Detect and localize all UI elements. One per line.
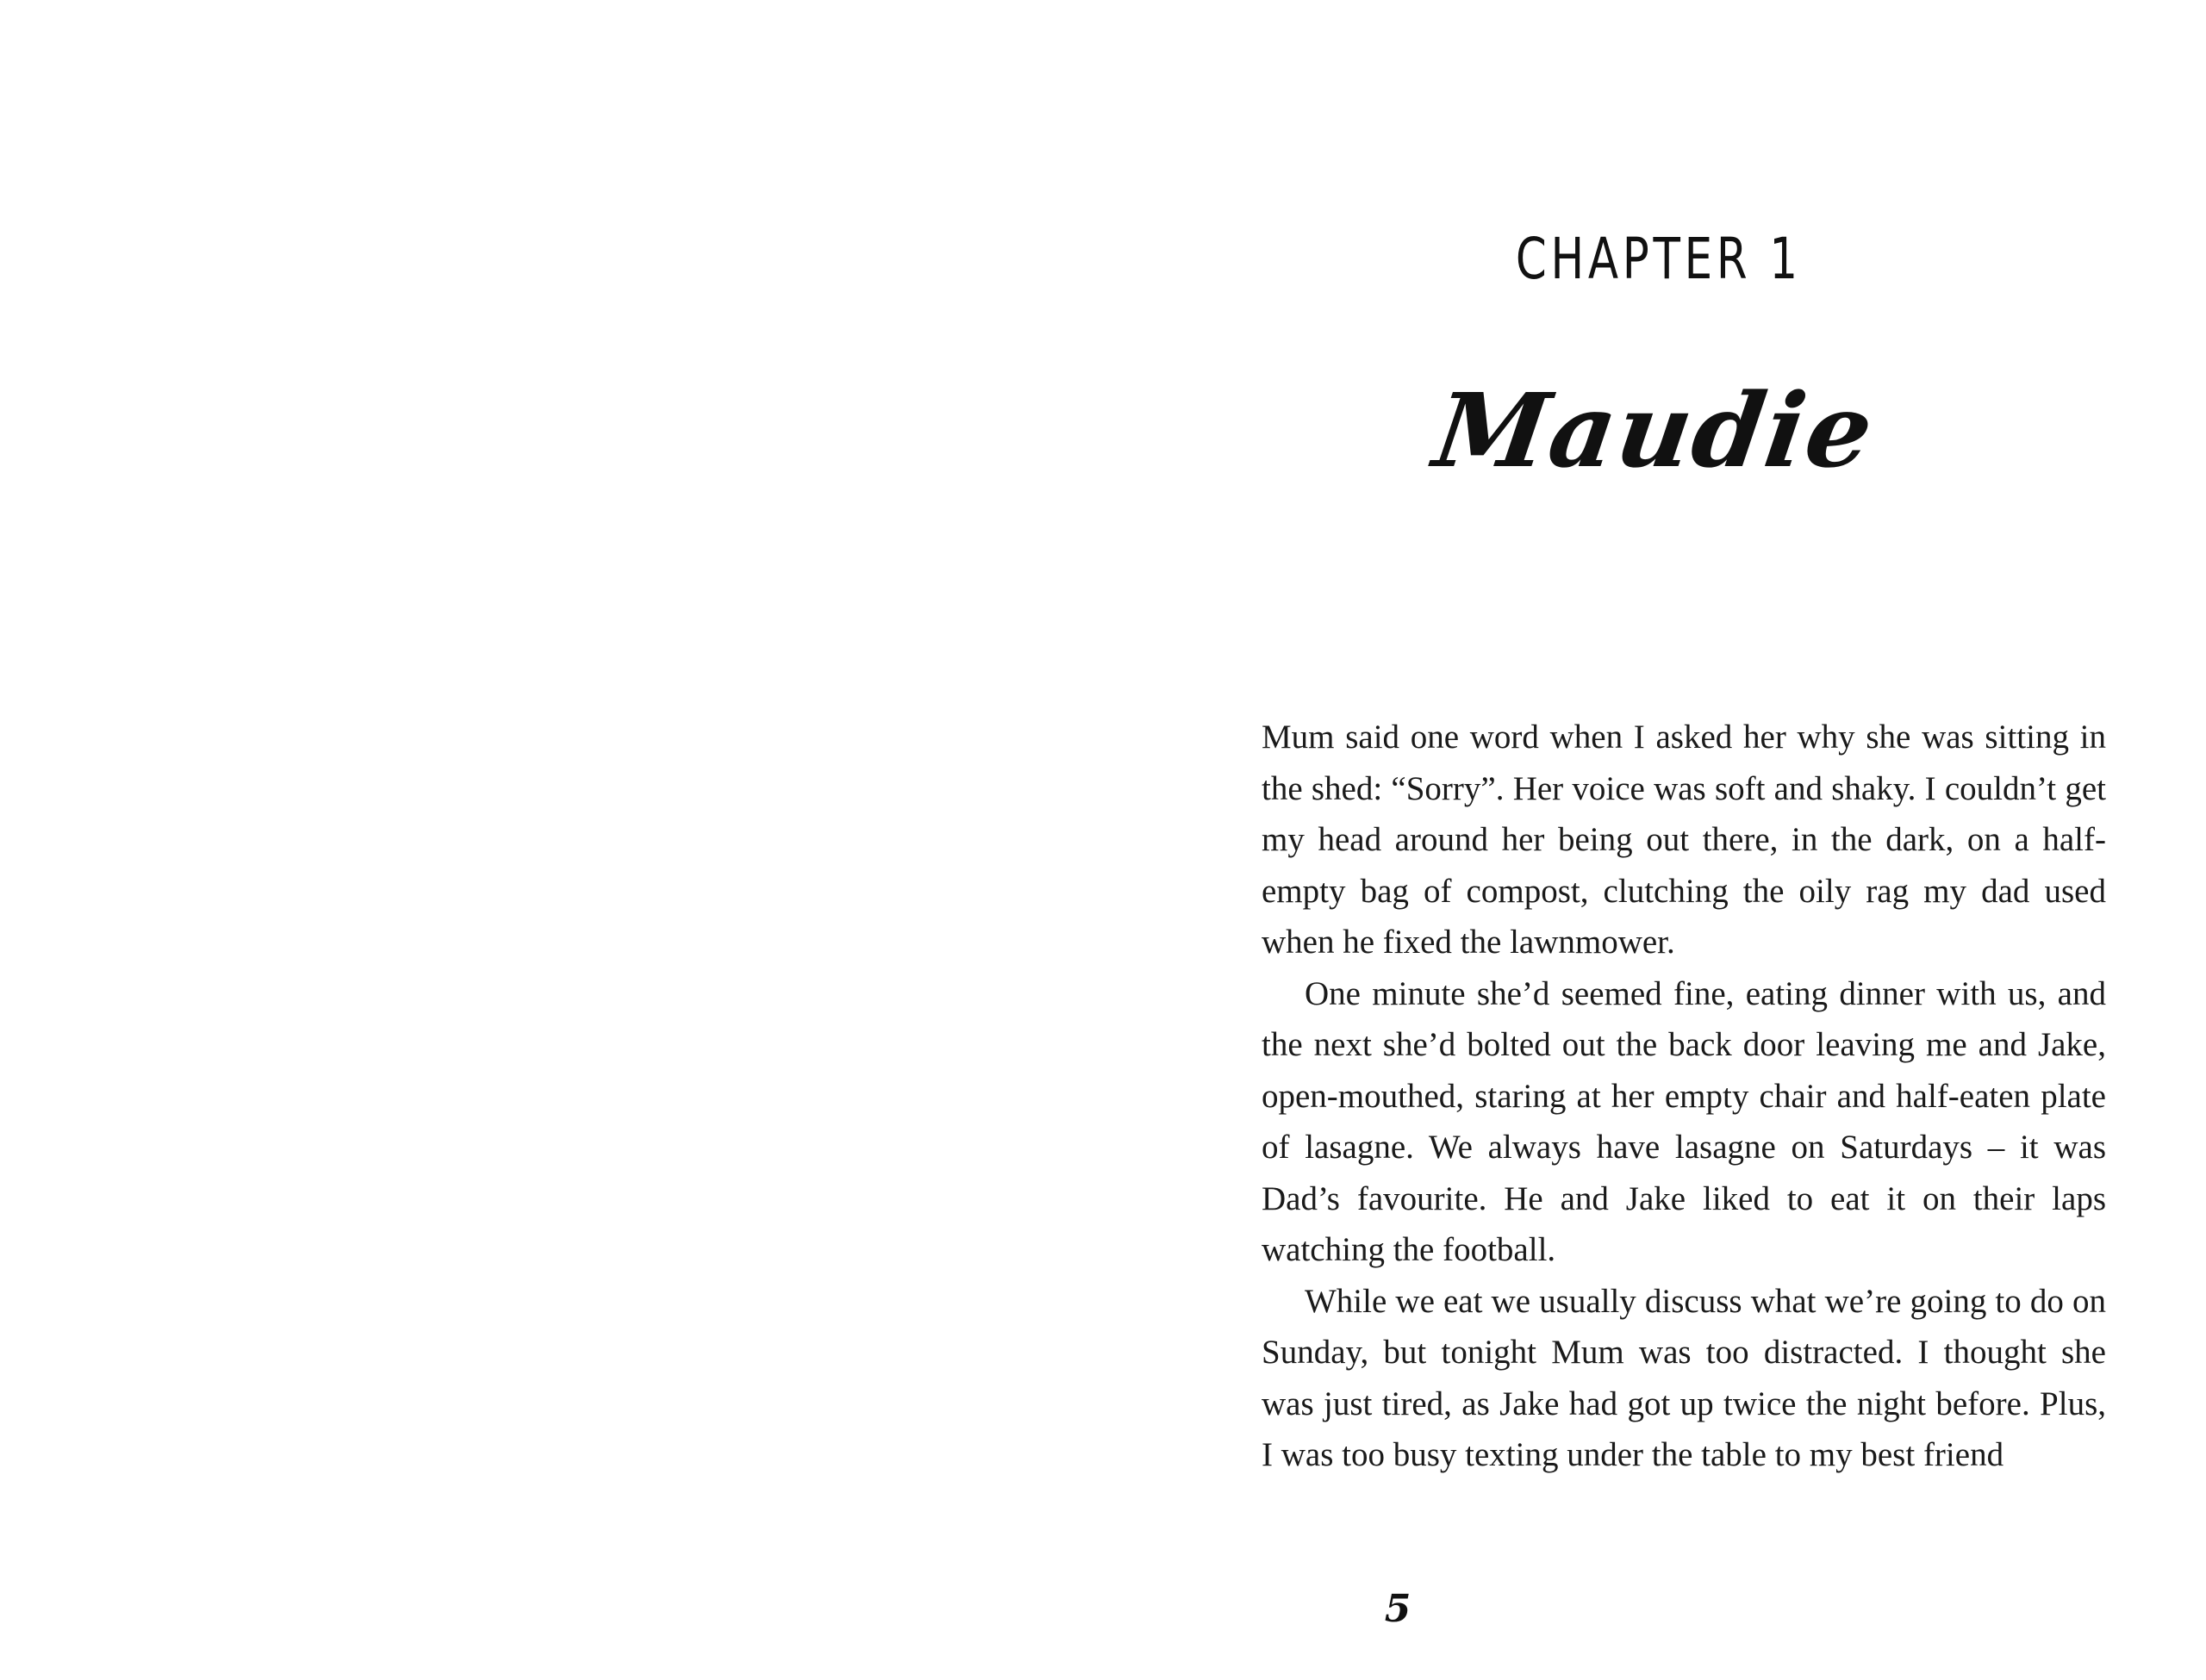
- paragraph: While we eat we usually discuss what we’re going to do on Sunday, but tonight Mum was too distracted. I thought she was just tired, as Jake had got up twice the night before. Plus, I was too busy texting under the table to my best friend: [1262, 1282, 2106, 1473]
- right-page: [1103, 0, 2206, 1680]
- chapter-number-heading: CHAPTER 1: [1515, 226, 1802, 292]
- paragraph: One minute she’d seemed fine, eating dinner with us, and the next she’d bolted out the back door leaving me and Jake, open-mouthed, staring at her empty chair and half-eaten plate of lasagne. We always have lasagne on Saturdays – it was Dad’s favourite. He and Jake liked to eat it on their laps watching the football.: [1262, 974, 2106, 1268]
- paragraph: Mum said one word when I asked her why she was sitting in the shed: “Sorry”. Her voice was soft and shaky. I couldn’t get my head around her being out there, in the dark, on a half-empty bag of compost, clutching the oily rag my dad used when he fixed the lawnmower.: [1262, 719, 2106, 961]
- chapter-title: Maudie: [1427, 370, 1882, 490]
- chapter-body-text: [1262, 712, 2106, 1481]
- page-number: 5: [1384, 1587, 1411, 1631]
